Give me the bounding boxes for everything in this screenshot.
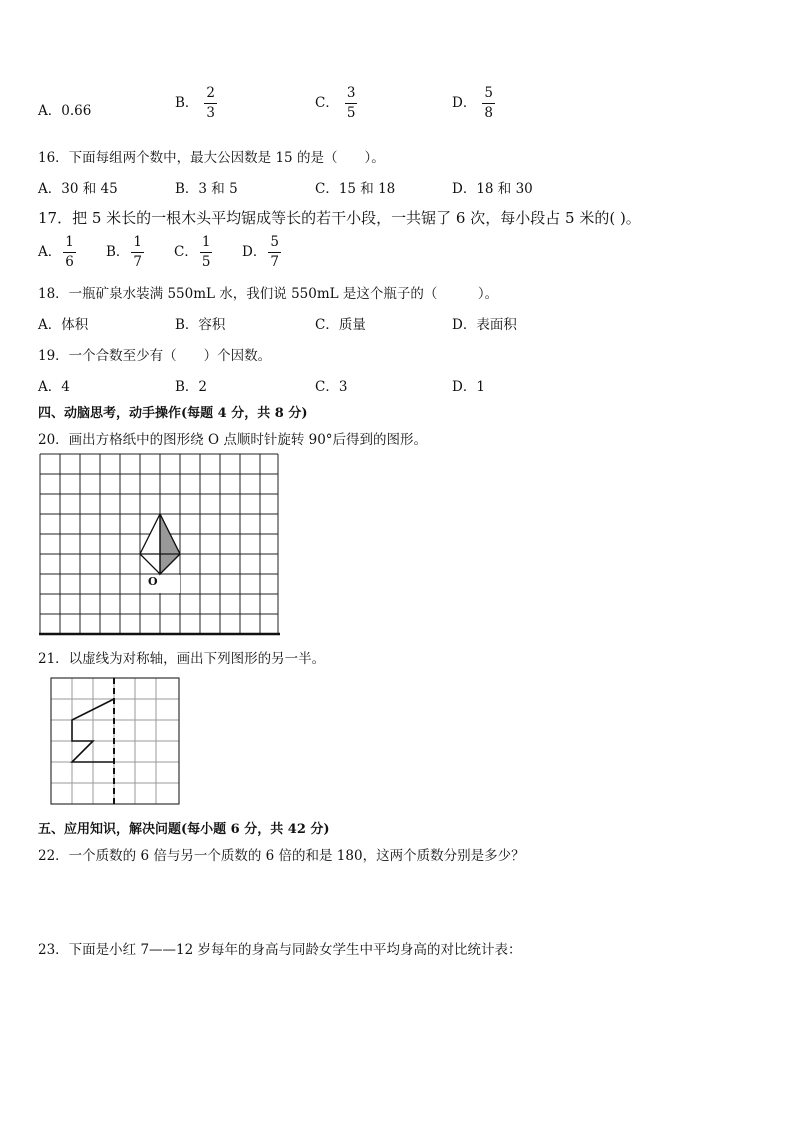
option-b: B． $\frac{2}{3}$ [175,85,216,121]
q18-options [38,313,758,337]
option-b: B．2 [175,379,208,395]
option-c: C．3 [315,379,348,395]
fraction: $\frac{5}{7}$ [270,234,279,270]
option-b: B．3 和 5 [175,181,238,197]
q16-options [38,177,758,201]
option-d: D． $\frac{5}{8}$ [452,85,493,121]
symmetry-grid-figure [48,676,182,808]
q17-options [38,234,758,270]
option-d: D． $\frac{5}{7}$ [242,234,279,270]
option-d: D．1 [452,379,485,395]
question-16: 16．下面每组两个数中，最大公因数是 15 的是（ ）。 [38,150,385,166]
question-21: 21．以虚线为对称轴，画出下列图形的另一半。 [38,651,326,667]
question-18: 18．一瓶矿泉水装满 550mL 水，我们说 550mL 是这个瓶子的（ ）。 [38,286,499,302]
option-a: A．0.66 [38,103,92,119]
fraction: $\frac{1}{5}$ [201,234,211,270]
option-d: D．18 和 30 [452,181,533,197]
option-c: C．质量 [315,317,366,333]
question-23: 23．下面是小红 7——12 岁每年的身高与同龄女学生中平均身高的对比统计表： [38,942,522,958]
question-20: 20．画出方格纸中的图形绕 O 点顺时针旋转 90°后得到的图形。 [38,432,428,448]
q15-options [38,85,758,121]
option-a: A．4 [38,379,70,395]
option-a: A．体积 [38,317,89,333]
option-a: A．30 和 45 [38,181,118,197]
option-c: C．15 和 18 [315,181,396,197]
option-c: C． $\frac{3}{5}$ [315,85,356,121]
fraction: $\frac{3}{5}$ [346,85,356,121]
fraction: $\frac{1}{6}$ [65,234,74,270]
fraction: $\frac{5}{8}$ [484,85,493,121]
option-c: C． $\frac{1}{5}$ [174,234,211,270]
option-b: B． $\frac{1}{7}$ [106,234,143,270]
q19-options [38,375,758,399]
option-b: B．容积 [175,317,226,333]
point-o-label: O [148,575,158,588]
shaded-half [160,514,180,574]
fraction: $\frac{2}{3}$ [206,85,216,121]
question-22: 22．一个质数的 6 倍与另一个质数的 6 倍的和是 180，这两个质数分别是多少？ [38,848,525,864]
question-19: 19．一个合数至少有（ ）个因数。 [38,348,272,364]
option-a: A． $\frac{1}{6}$ [38,234,74,270]
option-d: D．表面积 [452,317,517,333]
section-heading-5: 五、应用知识，解决问题(每小题 6 分，共 42 分) [38,822,330,837]
rotation-grid-figure [38,452,282,636]
question-17: 17．把 5 米长的一根木头平均锯成等长的若干小段，一共锯了 6 次，每小段占 5 米的( )。 [38,209,641,227]
section-heading-4: 四、动脑思考，动手操作(每题 4 分，共 8 分) [38,406,308,421]
fraction: $\frac{1}{7}$ [133,234,143,270]
